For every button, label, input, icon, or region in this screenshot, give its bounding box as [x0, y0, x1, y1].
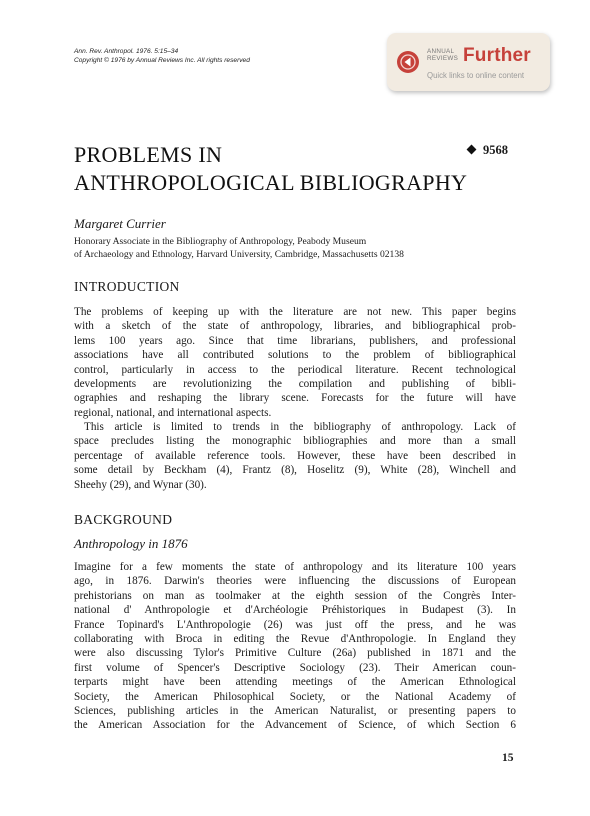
text-line: The problems of keeping up with the literature are not new. This paper begins: [74, 306, 516, 318]
introduction-paragraph-1: [74, 305, 516, 420]
text-line: first volume of Spencer's Descriptive Sociology (23). Their American coun-: [74, 661, 516, 674]
further-annual-reviews-label: ANNUAL REVIEWS: [427, 48, 459, 62]
background-paragraph-1: [74, 560, 516, 733]
text-line: control, particularly in access to the periodical literature. Recent technological: [74, 363, 516, 376]
section-heading-introduction: INTRODUCTION: [74, 279, 180, 294]
title-line-1: PROBLEMS IN: [74, 142, 223, 167]
text-line: the American Association for the Advancement of Science, of which Section 6: [74, 719, 516, 732]
affiliation-line-1: Honorary Associate in the Bibliography of Anthropology, Peabody Museum: [74, 236, 367, 247]
further-subtitle: Quick links to online content: [427, 71, 525, 80]
article-code: [468, 143, 508, 158]
text-line: ago, in 1876. Darwin's theories were influencing the discussions of European: [74, 575, 516, 588]
journal-citation: [74, 47, 250, 65]
text-line: collaborating with Broca in editing the Revue d'Anthropologie. In England they: [74, 632, 516, 645]
text-line: national d' Anthropologie et d'Archéologie Préhistoriques in Budapest (3). In: [74, 604, 516, 617]
text-line: some detail by Beckham (4), Frantz (8), Hoselitz (9), White (28), Winchell and: [74, 464, 516, 477]
text-line: percentage of available reference tools. However, these have been described in: [74, 449, 516, 462]
text-line: This article is limited to trends in the bibliography of anthropology. Lack of: [84, 421, 516, 433]
text-line: with a sketch of the state of anthropology, libraries, and bibliographical prob-: [74, 320, 516, 333]
text-line: prehistorians on man as toolmaker at the eighth session of the Congrès Inter-: [74, 589, 516, 602]
introduction-paragraph-2: [74, 420, 516, 492]
text-line: were also discussing Tylor's Primitive Culture (26a) published in 1871 and the: [74, 647, 516, 660]
text-line: developments are revolutionizing the compilation and publishing of bibli-: [74, 377, 516, 390]
page-number: 15: [502, 752, 514, 764]
text-line: Imagine for a few moments the state of anthropology and its literature 100 years: [74, 561, 516, 573]
further-wordmark: Further: [463, 45, 531, 66]
annual-reviews-further-link[interactable]: [387, 33, 550, 91]
section-heading-background: BACKGROUND: [74, 512, 173, 527]
article-title: [74, 141, 514, 197]
text-line: Society, the American Philosophical Society, or the National Academy of: [74, 690, 516, 703]
text-line: France Topinard's L'Anthropologie (26) was just off the press, and he was: [74, 618, 516, 631]
text-line: Sciences, publishing articles in the American Naturalist, or presenting papers to: [74, 704, 516, 717]
affiliation-line-2: of Archaeology and Ethnology, Harvard University, Cambridge, Massachusetts 02138: [74, 249, 404, 260]
article-code-number: 9568: [483, 143, 508, 157]
text-line: lems 100 years ago. Since that time librarians, publishers, and professional: [74, 334, 516, 347]
text-line: terparts might have been attending meetings of the American Ethnological: [74, 676, 516, 689]
text-line: associations have all contributed solutions to the problem of bibliographical: [74, 349, 516, 362]
author-affiliation: [74, 235, 404, 261]
author-name: Margaret Currier: [74, 216, 166, 231]
text-line: space precludes listing the monographic bibliographies and more than a small: [74, 435, 516, 448]
citation-line-2: Copyright © 1976 by Annual Reviews Inc. All rights reserved: [74, 57, 250, 64]
citation-line-1: Ann. Rev. Anthropol. 1976. 5:15–34: [74, 48, 179, 55]
text-line: Sheehy (29), and Wynar (30).: [74, 478, 207, 491]
diamond-icon: [467, 145, 477, 155]
text-line: ographies and reshaping the library scene. Forecasts for the future will have: [74, 392, 516, 405]
subsection-heading-anthropology-1876: Anthropology in 1876: [74, 536, 188, 551]
text-line: regional, national, and international aspects.: [74, 406, 272, 419]
back-arrow-icon: [397, 51, 419, 73]
title-line-2: ANTHROPOLOGICAL BIBLIOGRAPHY: [74, 170, 468, 195]
